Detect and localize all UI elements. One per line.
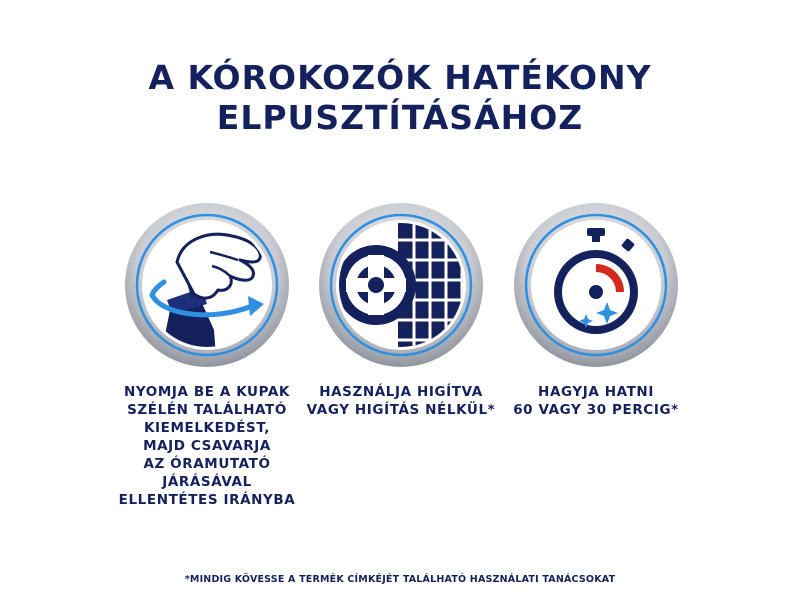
- page-title: [0, 58, 800, 138]
- step-2-badge: [316, 200, 486, 370]
- step-1-line: MAJD CSAVARJA: [143, 438, 271, 454]
- step-3-line: HAGYJA HATNI: [538, 384, 654, 400]
- step-1-caption: [107, 383, 307, 509]
- step-1-badge: [122, 200, 292, 370]
- step-1-line: AZ ÓRAMUTATÓ: [143, 456, 271, 472]
- title-line-1: A KÓROKOZÓK HATÉKONY: [148, 58, 652, 97]
- toilet-grid-icon: [316, 200, 486, 370]
- step-1-line: JÁRÁSÁVAL: [162, 474, 252, 490]
- step-3-caption: [496, 383, 696, 419]
- hand-twist-cap-icon: [122, 200, 292, 370]
- title-line-2: ELPUSZTÍTÁSÁHOZ: [216, 98, 584, 137]
- footnote: *MINDIG KÖVESSE A TERMÉK CÍMKÉJÉT TALÁLHATÓ HASZNÁLATI TANÁCSOKAT: [184, 574, 616, 585]
- step-1-line: SZÉLÉN TALÁLHATÓ: [127, 402, 287, 418]
- step-1-line: KIEMELKEDÉST,: [143, 420, 270, 436]
- step-2-caption: [296, 383, 506, 419]
- step-2-line: VAGY HIGÍTÁS NÉLKÜL*: [306, 402, 496, 418]
- stopwatch-icon: [511, 200, 681, 370]
- step-2-line: HASZNÁLJA HIGÍTVA: [319, 384, 483, 400]
- step-3-badge: [511, 200, 681, 370]
- step-3-line: 60 VAGY 30 PERCIG*: [513, 402, 679, 418]
- step-1-line: ELLENTÉTES IRÁNYBA: [118, 492, 296, 508]
- step-1-line: NYOMJA BE A KUPAK: [124, 384, 290, 400]
